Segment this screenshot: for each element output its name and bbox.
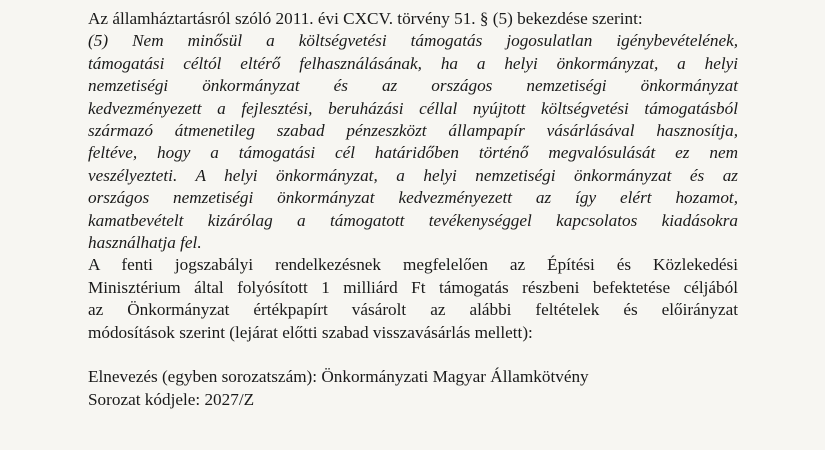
intro-paragraph: Az államháztartásról szóló 2011. évi CXCV. törvény 51. § (5) bekezdése szerint: — [88, 9, 643, 28]
bond-name: Elnevezés (egyben sorozatszám): Önkormányzati Magyar Államkötvény — [88, 367, 589, 387]
quote-line: nemzetiségi önkormányzat és az országos nemzetiségi önkormányzat — [88, 76, 738, 96]
quote-line: (5) Nem minősül a költségvetési támogatás jogosulatlan igénybevételének, — [88, 31, 738, 51]
body-line: módosítások szerint (lejárat előtti szabad visszavásárlás mellett): — [88, 322, 533, 342]
quote-line: kedvezményezett a fejlesztési, beruházási céllal nyújtott költségvetési támogatásból — [88, 98, 738, 118]
quote-line: támogatási céltól eltérő felhasználásának, ha a helyi önkormányzat, a helyi — [88, 53, 738, 73]
spacer — [88, 344, 738, 366]
body-line: A fenti jogszabályi rendelkezésnek megfelelően az Építési és Közlekedési — [88, 255, 738, 275]
quote-line: országos nemzetiségi önkormányzat kedvezményezett az így elért hozamot, — [88, 188, 738, 208]
bond-details — [88, 366, 738, 411]
quote-line: származó átmenetileg szabad pénzeszközt állampapír vásárlásával hasznosítja, — [88, 121, 738, 141]
body-paragraph — [88, 254, 738, 344]
quote-line: veszélyezteti. A helyi önkormányzat, a helyi nemzetiségi önkormányzat és az — [88, 165, 738, 185]
body-line: Minisztérium által folyósított 1 milliárd Ft támogatás részbeni befektetése céljából — [88, 277, 738, 297]
quote-line: kamatbevételt kizárólag a támogatott tevékenységgel kapcsolatos kiadásokra — [88, 210, 738, 230]
document-page — [88, 8, 738, 411]
body-line: az Önkormányzat értékpapírt vásárolt az alábbi feltételek és előirányzat — [88, 300, 738, 320]
quote-line: feltéve, hogy a támogatási cél határidőben történő megvalósulását ez nem — [88, 143, 738, 163]
quote-line: használhatja fel. — [88, 233, 202, 253]
series-code: Sorozat kódjele: 2027/Z — [88, 389, 255, 409]
law-quote — [88, 30, 738, 254]
